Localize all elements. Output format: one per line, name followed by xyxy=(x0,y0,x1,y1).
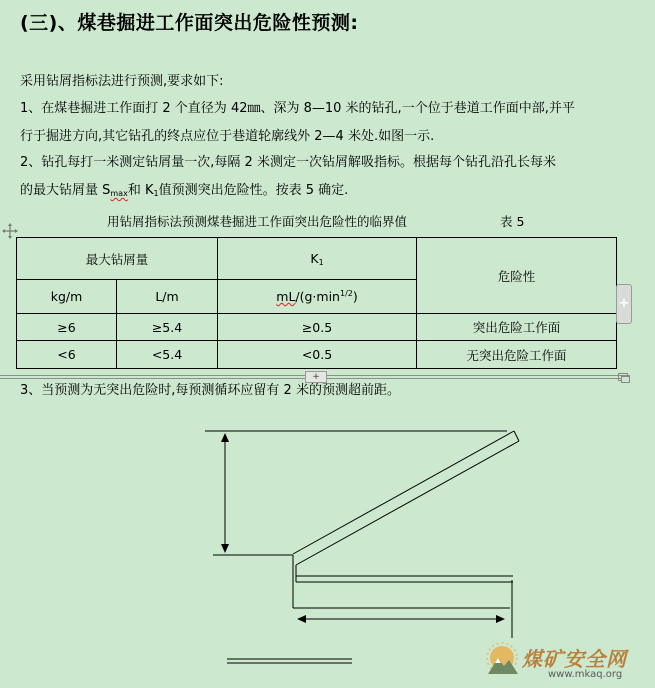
header-danger: 危险性 xyxy=(417,238,617,314)
unit-kg: kg/m xyxy=(17,280,117,314)
critical-values-table xyxy=(16,237,617,369)
section-heading: (三)、煤巷掘进工作面突出危险性预测: xyxy=(20,12,359,34)
cell-kg: <6 xyxy=(17,341,117,369)
unit-exponent: 1/2 xyxy=(339,289,353,298)
intro-paragraph: 采用钻屑指标法进行预测,要求如下: xyxy=(20,74,224,89)
unit-ml: mL xyxy=(276,289,296,304)
header-max-cuttings: 最大钻屑量 xyxy=(17,238,218,280)
table-caption-label: 表 5 xyxy=(500,214,525,229)
table-resize-handle-icon[interactable] xyxy=(618,373,630,383)
watermark-url: www.mkaq.org xyxy=(548,669,623,680)
k1-symbol: K xyxy=(310,250,319,266)
table-row xyxy=(17,341,617,369)
text-fragment: 和 K xyxy=(127,183,154,198)
mountain-sun-icon xyxy=(484,642,520,682)
text-fragment: 的最大钻屑量 S xyxy=(20,183,111,198)
angled-borehole-lower xyxy=(296,441,519,565)
subscript-1: 1 xyxy=(153,189,159,198)
cell-k1: <0.5 xyxy=(218,341,417,369)
subscript-max: max xyxy=(110,189,128,198)
unit-l: L/m xyxy=(117,280,218,314)
table-row xyxy=(17,314,617,341)
cell-k1: ≥0.5 xyxy=(218,314,417,341)
unit-gmin: /(g·min xyxy=(295,289,340,304)
diagram-lines xyxy=(205,431,519,663)
add-column-button[interactable]: + xyxy=(616,284,632,324)
requirement-2-line-1: 2、钻孔每打一米测定钻屑量一次,每隔 2 米测定一次钻屑解吸指标。根据每个钻孔沿孔长每米 xyxy=(20,155,556,170)
angled-borehole-upper xyxy=(293,431,514,554)
table-caption: 用钻屑指标法预测煤巷掘进工作面突出危险性的临界值 xyxy=(107,214,408,229)
watermark-name: 煤矿安全网 xyxy=(522,647,627,671)
requirement-1-line-1: 1、在煤巷掘进工作面打 2 个直径为 42㎜、深为 8—10 米的钻孔,一个位于巷道工作面中部,并平 xyxy=(20,101,575,116)
requirement-3: 3、当预测为无突出危险时,每预测循环应留有 2 米的预测超前距。 xyxy=(20,383,400,398)
k1-subscript: 1 xyxy=(318,257,324,267)
unit-k1 xyxy=(218,280,417,314)
cell-danger: 无突出危险工作面 xyxy=(417,341,617,369)
header-k1 xyxy=(218,238,417,280)
text-fragment: 值预测突出危险性。按表 5 确定. xyxy=(158,183,349,198)
add-row-button[interactable]: + xyxy=(305,371,327,383)
table-header-row xyxy=(17,238,617,280)
angled-borehole-end xyxy=(514,431,519,441)
requirement-1-line-2: 行于掘进方向,其它钻孔的终点应位于巷道轮廓线外 2—4 米处.如图一示. xyxy=(20,129,435,144)
cell-l: <5.4 xyxy=(117,341,218,369)
cell-kg: ≥6 xyxy=(17,314,117,341)
requirement-2-line-2 xyxy=(20,183,348,202)
watermark-logo xyxy=(484,640,649,684)
unit-close: ) xyxy=(352,289,358,304)
cell-danger: 突出危险工作面 xyxy=(417,314,617,341)
cell-l: ≥5.4 xyxy=(117,314,218,341)
